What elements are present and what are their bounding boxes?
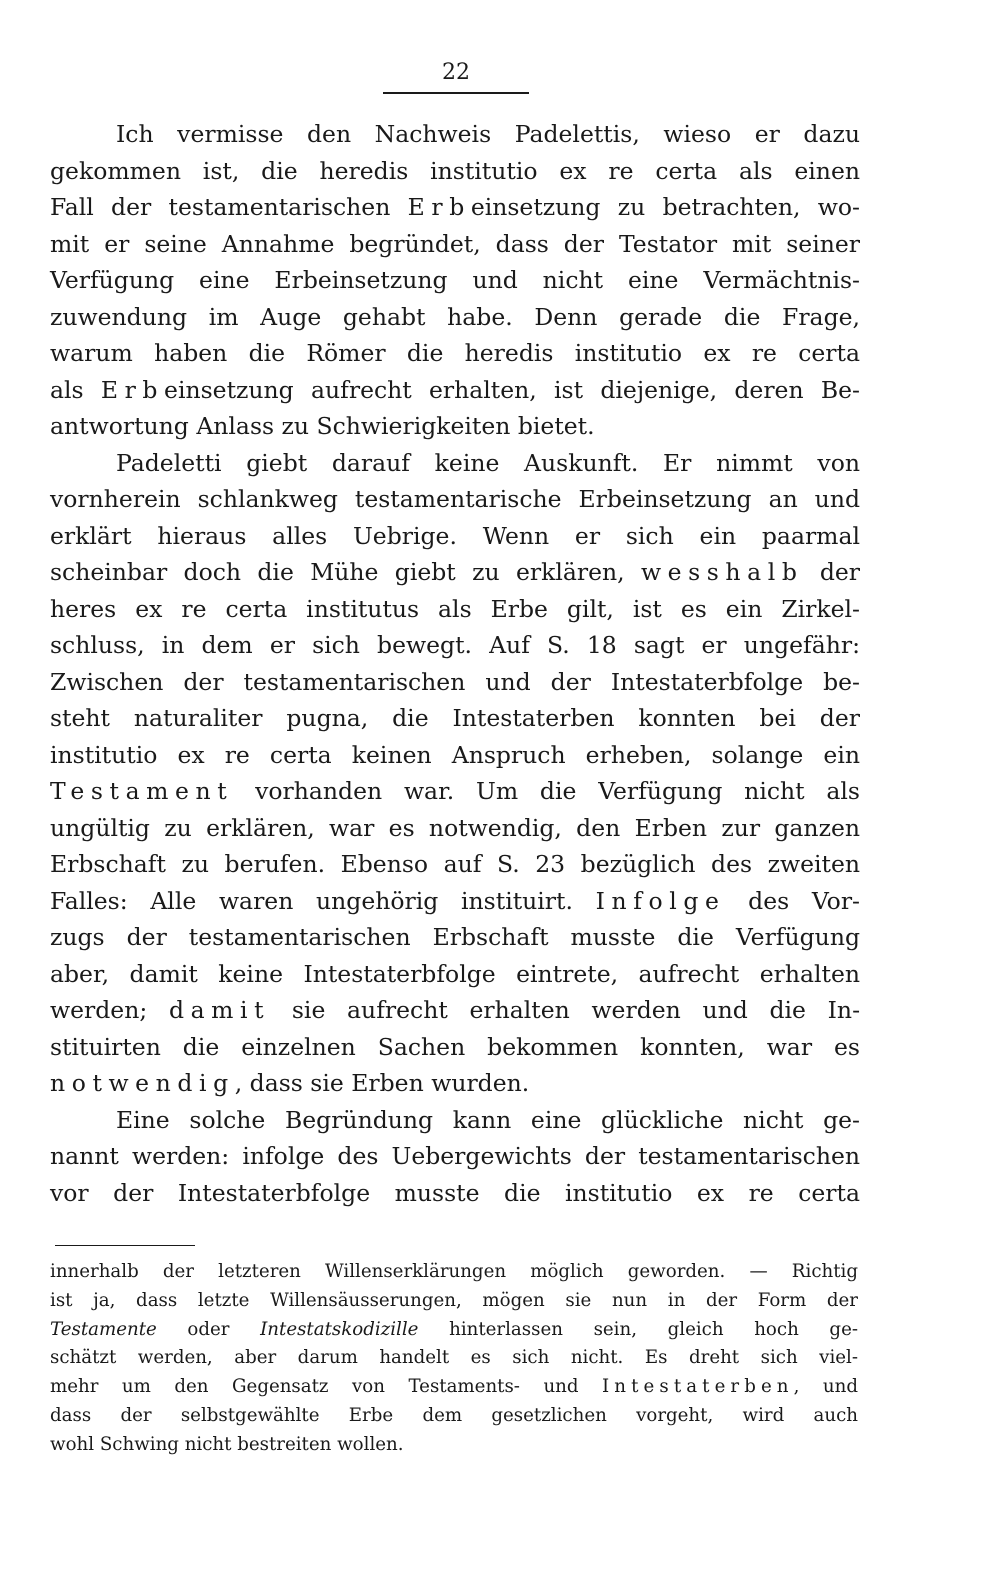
- body-text: Fall der testamentarischen: [50, 193, 408, 221]
- body-text: des Vor-: [725, 886, 860, 915]
- body-text: sie aufrecht erhalten werden und die In-: [270, 996, 861, 1024]
- body-line: Erbschaft zu berufen. Ebenso auf S. 23 bezüglich des zweiten: [50, 850, 860, 878]
- header-rule: [383, 92, 529, 94]
- body-line: zuwendung im Auge gehabt habe. Denn gerade die Frage,: [50, 302, 860, 331]
- page-number: 22: [442, 60, 470, 85]
- footnote-italic: Intestatskodizille: [260, 1318, 419, 1340]
- body-line: [50, 773, 860, 810]
- body-line: Ich vermisse den Nachweis Padelettis, wieso er dazu: [116, 120, 860, 148]
- body-spaced-emphasis: Infolge: [595, 886, 726, 915]
- body-spaced-emphasis: damit: [168, 996, 271, 1024]
- body-text: scheinbar doch die Mühe giebt zu erklären,: [50, 558, 641, 586]
- body-line: Verfügung eine Erbeinsetzung und nicht eine Vermächtnis-: [50, 266, 860, 294]
- body-line: aber, damit keine Intestaterbfolge eintrete, aufrecht erhalten: [50, 959, 860, 988]
- body-line: warum haben die Römer die heredis institutio ex re certa: [50, 339, 860, 367]
- body-line: Padeletti giebt darauf keine Auskunft. Er nimmt von: [116, 448, 860, 477]
- body-line: vor der Intestaterbfolge musste die institutio ex re certa: [50, 1178, 860, 1207]
- body-spaced-emphasis: Erb: [100, 375, 165, 404]
- footnote-line: innerhalb der letzteren Willenserklärungen möglich geworden. — Richtig: [50, 1261, 858, 1282]
- footnote-line: wohl Schwing nicht bestreiten wollen.: [50, 1433, 404, 1455]
- body-line: [50, 372, 860, 409]
- body-line: [50, 554, 860, 591]
- body-spaced-emphasis: Testament: [50, 777, 234, 805]
- footnote-rule: [55, 1245, 195, 1246]
- footnote-line: dass der selbstgewählte Erbe dem gesetzlichen vorgeht, wird auch: [50, 1404, 858, 1426]
- footnote-line: [50, 1373, 858, 1402]
- body-text: Falles: Alle waren ungehörig instituirt.: [50, 886, 596, 915]
- body-spaced-emphasis: notwendig: [50, 1069, 235, 1097]
- body-line: [50, 189, 860, 226]
- body-line: institutio ex re certa keinen Anspruch erheben, solange ein: [50, 740, 860, 769]
- body-line: heres ex re certa institutus als Erbe gilt, ist es ein Zirkel-: [50, 594, 860, 623]
- footnote-italic: Testamente: [50, 1318, 157, 1340]
- body-text: der: [803, 558, 861, 586]
- body-line: Zwischen der testamentarischen und der Intestaterbfolge be-: [50, 667, 860, 696]
- body-text: einsetzung aufrecht erhalten, ist diejenige, deren Be-: [164, 375, 860, 404]
- body-line: [50, 883, 860, 920]
- body-spaced-emphasis: wesshalb: [640, 558, 804, 586]
- main-text: [50, 116, 860, 1211]
- body-line: gekommen ist, die heredis institutio ex re certa als einen: [50, 156, 860, 185]
- body-line: antwortung Anlass zu Schwierigkeiten bietet.: [50, 412, 595, 440]
- body-line: stituirten die einzelnen Sachen bekommen konnten, war es: [50, 1032, 860, 1061]
- body-text: vorhanden war. Um die Verfügung nicht als: [233, 777, 860, 805]
- footnote-text: mehr um den Gegensatz von Testaments- und: [50, 1376, 603, 1398]
- body-line: zugs der testamentarischen Erbschaft musste die Verfügung: [50, 923, 860, 951]
- body-line: Eine solche Begründung kann eine glückliche nicht ge-: [116, 1105, 860, 1134]
- body-line: erklärt hieraus alles Uebrige. Wenn er sich ein paarmal: [50, 521, 860, 550]
- body-text: , dass sie Erben wurden.: [234, 1069, 530, 1097]
- body-line: nannt werden: infolge des Uebergewichts der testamentarischen: [50, 1142, 860, 1170]
- body-line: steht naturaliter pugna, die Intestaterben konnten bei der: [50, 704, 860, 732]
- footnote-line: ist ja, dass letzte Willensäusserungen, mögen sie nun in der Form der: [50, 1289, 858, 1311]
- body-spaced-emphasis: Erb: [407, 193, 471, 221]
- body-text: einsetzung zu betrachten, wo-: [470, 193, 860, 221]
- footnote: [50, 1258, 858, 1460]
- footnote-text: hinterlassen sein, gleich hoch ge-: [418, 1318, 858, 1340]
- footnote-text: , und: [793, 1376, 858, 1398]
- body-line: [50, 992, 860, 1029]
- body-line: vornherein schlankweg testamentarische Erbeinsetzung an und: [50, 485, 860, 513]
- body-line: ungültig zu erklären, war es notwendig, den Erben zur ganzen: [50, 813, 860, 842]
- body-line: mit er seine Annahme begründet, dass der Testator mit seiner: [50, 229, 860, 258]
- footnote-line: [50, 1316, 858, 1345]
- body-text: werden;: [50, 996, 169, 1024]
- body-line: [50, 1065, 860, 1102]
- body-line: schluss, in dem er sich bewegt. Auf S. 18 sagt er ungefähr:: [50, 631, 860, 659]
- footnote-line: schätzt werden, aber darum handelt es sich nicht. Es dreht sich viel-: [50, 1347, 858, 1369]
- body-text: als: [50, 375, 101, 404]
- footnote-spaced-emphasis: Intestaterben: [602, 1376, 794, 1398]
- footnote-text: oder: [156, 1318, 261, 1340]
